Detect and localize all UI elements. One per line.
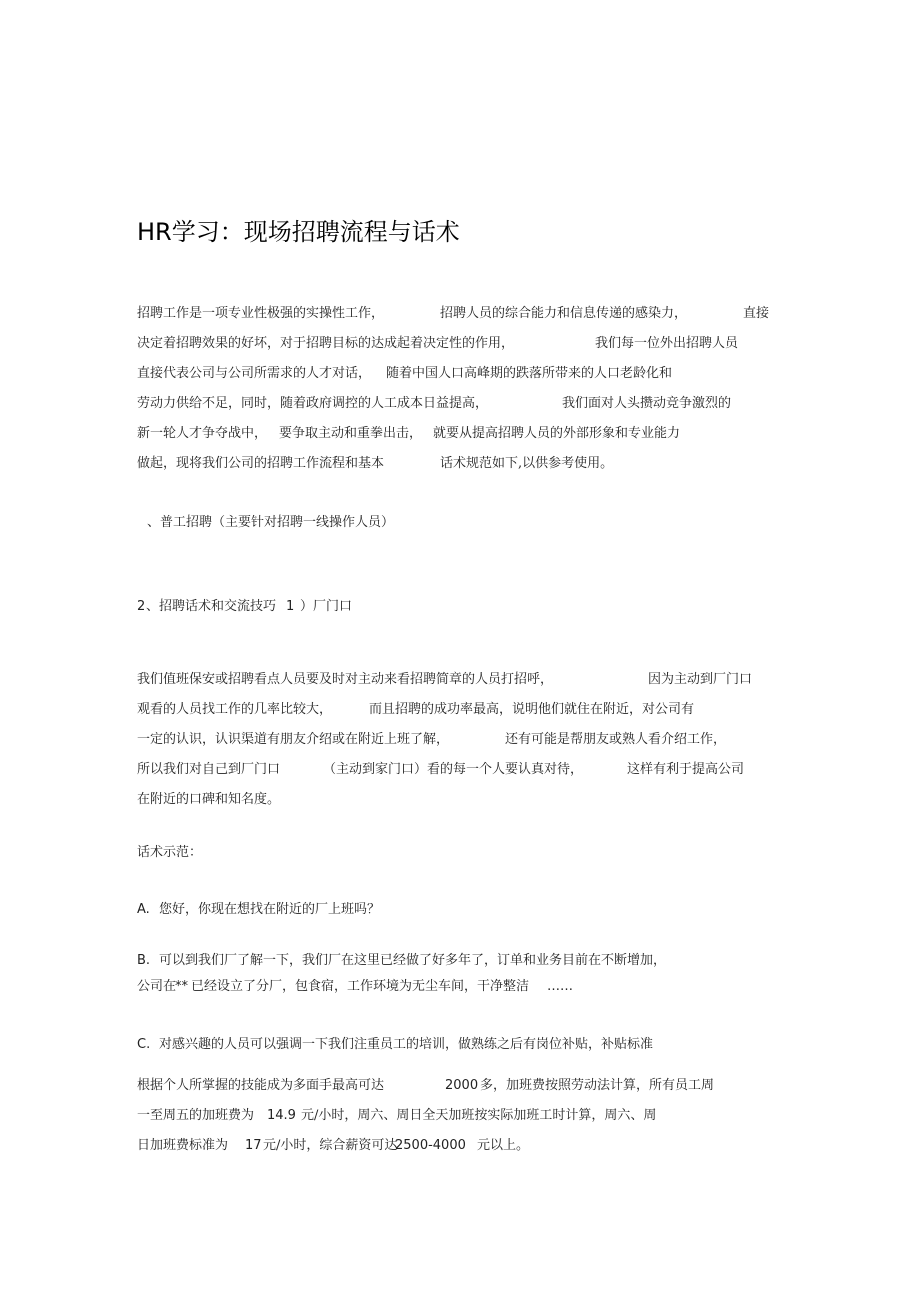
text-segment: 我们每一位外出招聘人员	[595, 336, 739, 351]
text-segment: 根据个人所掌握的技能成为多面手最高可达	[137, 1078, 385, 1093]
text-segment: 已经设立了分厂，包食宿，工作环境为无尘车间，干净整洁	[191, 979, 530, 994]
text-segment: 对感兴趣的人员可以强调一下我们注重员工的培训，做熟练之后有岗位补贴，补贴标准	[159, 1037, 654, 1052]
text-segment: （主动到家门口）看的每一个人要认真对待，	[323, 762, 584, 777]
text-segment: 元以上。	[477, 1138, 530, 1153]
text-segment: 2000	[445, 1078, 479, 1093]
text-segment: 就要从提高招聘人员的外部形象和专业能力	[433, 426, 681, 441]
list-letter: B.	[137, 953, 151, 968]
page-title: HR学习：现场招聘流程与话术	[137, 218, 460, 246]
text-segment: 观看的人员找工作的几率比较大，	[137, 702, 333, 717]
text-segment: 元/小时，综合薪资可达	[263, 1138, 398, 1153]
text-segment: 新一轮人才争夺战中，	[137, 426, 268, 441]
section-heading-1: 、普工招聘（主要针对招聘一线操作人员）	[147, 515, 395, 530]
text-segment: 、招聘话术和交流技巧	[146, 599, 277, 614]
text-segment: 招聘工作是一项专业性极强的实操性工作，	[137, 306, 385, 321]
text-segment: 这样有利于提高公司	[627, 762, 745, 777]
section-number: 2	[137, 599, 146, 614]
text-segment: ）厂门口	[300, 599, 353, 614]
text-segment: 在附近的口碑和知名度。	[137, 792, 281, 807]
text-segment: 一定的认识，认识渠道有朋友介绍或在附近上班了解，	[137, 732, 450, 747]
text-segment: 直接	[743, 306, 770, 321]
example-label: 话术示范：	[137, 845, 203, 860]
subsection-number: 1	[286, 599, 295, 614]
text-segment: 日加班费标准为	[137, 1138, 229, 1153]
text-segment: 您好，你现在想找在附近的厂上班吗？	[159, 902, 381, 917]
text-segment: 多，加班费按照劳动法计算，所有员工周	[480, 1078, 715, 1093]
text-segment: 公司在	[137, 979, 177, 994]
text-segment: 因为主动到厂门口	[648, 672, 753, 687]
text-segment: 随着中国人口高峰期的跌落所带来的人口老龄化和	[386, 366, 673, 381]
text-segment: 所以我们对自己到厂门口	[137, 762, 281, 777]
text-segment: 还有可能是帮朋友或熟人看介绍工作，	[505, 732, 727, 747]
text-segment: 直接代表公司与公司所需求的人才对话，	[137, 366, 372, 381]
text-segment: 话术规范如下,以供参考使用。	[440, 456, 614, 471]
text-segment: 决定着招聘效果的好坏，对于招聘目标的达成起着决定性的作用，	[137, 336, 515, 351]
text-segment: 2500-4000	[395, 1138, 466, 1153]
text-segment: 一至周五的加班费为	[137, 1108, 255, 1123]
text-segment: 我们面对人头攒动竞争激烈的	[562, 396, 732, 411]
text-segment: 招聘人员的综合能力和信息传递的感染力，	[440, 306, 688, 321]
text-segment: 17	[245, 1138, 262, 1153]
text-segment: 要争取主动和重拳出击，	[279, 426, 423, 441]
text-segment: 做起，现将我们公司的招聘工作流程和基本	[137, 456, 385, 471]
text-segment: 我们值班保安或招聘看点人员要及时对主动来看招聘简章的人员打招呼，	[137, 672, 554, 687]
text-segment: 而且招聘的成功率最高，说明他们就住在附近，对公司有	[369, 702, 695, 717]
text-segment: 可以到我们厂了解一下，我们厂在这里已经做了好多年了，订单和业务目前在不断增加，	[159, 953, 667, 968]
list-letter: A.	[137, 902, 150, 917]
text-segment: 14.9	[267, 1108, 296, 1123]
text-segment: 劳动力供给不足，同时，随着政府调控的人工成本日益提高，	[137, 396, 489, 411]
list-letter: C.	[137, 1037, 151, 1052]
text-segment: 元/小时，周六、周日全天加班按实际加班工时计算，周六、周	[301, 1108, 657, 1123]
text-segment: **	[175, 979, 188, 994]
text-segment: ……	[547, 979, 573, 994]
